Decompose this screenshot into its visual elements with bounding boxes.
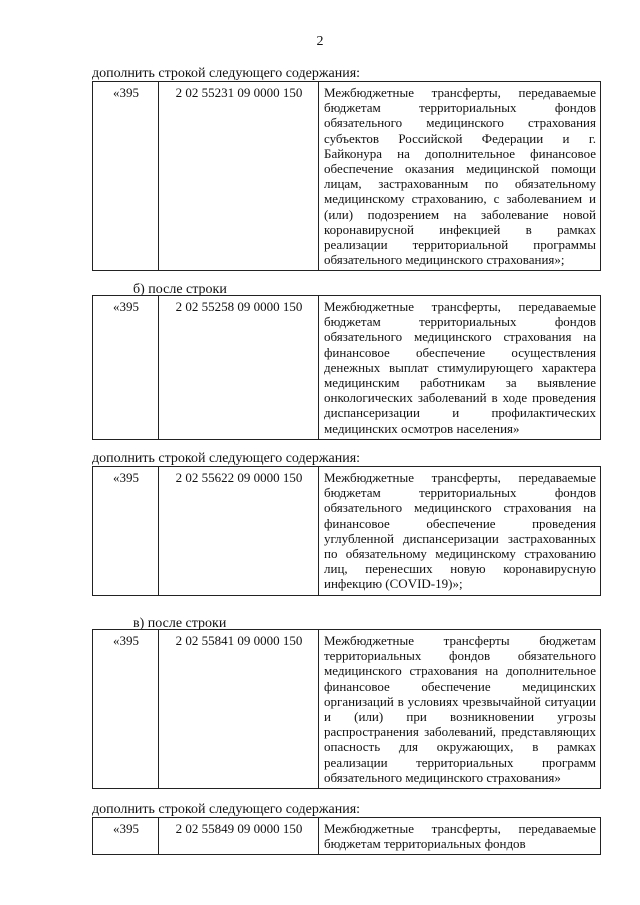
- description-line: обязательного медицинского страхования»: [324, 769, 561, 785]
- code-cell: «395: [93, 296, 159, 440]
- section-caption: б) после строки: [133, 282, 227, 297]
- kbk-cell: 2 02 55231 09 0000 150: [159, 82, 319, 271]
- description-line: обязательного медицинского страхования на: [324, 500, 596, 516]
- description-cell: [319, 818, 601, 855]
- page-number: 2: [316, 34, 324, 49]
- budget-table: [92, 81, 601, 271]
- description-line: опасность для окружающих, в рамках: [324, 739, 596, 755]
- table-row: [93, 467, 601, 596]
- description-cell: [319, 82, 601, 271]
- section-caption: дополнить строкой следующего содержания:: [92, 802, 361, 817]
- description-line: (или) подозрением на заболевание новой: [324, 206, 596, 222]
- description-line: бюджетам территориальных фондов: [324, 485, 596, 501]
- kbk-cell: 2 02 55841 09 0000 150: [159, 630, 319, 789]
- table-row: [93, 296, 601, 440]
- description-line: бюджетам территориальных фондов: [324, 314, 596, 330]
- table-row: [93, 82, 601, 271]
- description-cell: [319, 630, 601, 789]
- description-line: субъектов Российской Федерации и г.: [324, 130, 596, 146]
- kbk-cell: 2 02 55258 09 0000 150: [159, 296, 319, 440]
- code-cell: «395: [93, 467, 159, 596]
- section-caption: дополнить строкой следующего содержания:: [92, 66, 361, 81]
- code-cell: «395: [93, 82, 159, 271]
- section-caption: дополнить строкой следующего содержания:: [92, 451, 361, 466]
- description-line: бюджетам территориальных фондов: [324, 100, 596, 116]
- budget-table: [92, 629, 601, 789]
- description-line: финансовое обеспечение осуществления: [324, 344, 596, 360]
- description-line: коронавирусной инфекцией в рамках: [324, 221, 596, 237]
- description-line: медицинского страхования на дополнительное: [324, 663, 596, 679]
- description-line: реализации территориальных программ: [324, 754, 596, 770]
- budget-table: [92, 295, 601, 440]
- description-line: медицинских осмотров населения»: [324, 420, 520, 436]
- kbk-cell: 2 02 55849 09 0000 150: [159, 818, 319, 855]
- budget-table: [92, 817, 601, 855]
- table-row: [93, 630, 601, 789]
- description-line: территориальных фондов обязательного: [324, 648, 596, 664]
- description-line: финансовое обеспечение проведения: [324, 515, 596, 531]
- description-line: углубленной диспансеризации застрахованных: [324, 530, 596, 546]
- code-cell: «395: [93, 630, 159, 789]
- description-line: Межбюджетные трансферты, передаваемые: [324, 470, 596, 485]
- description-line: лицам, застрахованным по обязательному: [324, 176, 596, 192]
- description-line: распространения заболеваний, представляющих: [324, 724, 596, 740]
- description-line: финансовое обеспечение медицинских: [324, 678, 596, 694]
- description-line: медицинским работникам за выявление: [324, 374, 596, 390]
- description-line: Межбюджетные трансферты бюджетам: [324, 633, 596, 648]
- description-line: Межбюджетные трансферты, передаваемые: [324, 821, 596, 836]
- section-caption: в) после строки: [133, 616, 227, 631]
- description-line: обязательного медицинского страхования»;: [324, 252, 565, 268]
- description-line: инфекцию (COVID-19)»;: [324, 576, 463, 592]
- description-line: бюджетам территориальных фондов: [324, 836, 526, 852]
- description-line: реализации территориальной программы: [324, 236, 596, 252]
- description-cell: [319, 296, 601, 440]
- kbk-cell: 2 02 55622 09 0000 150: [159, 467, 319, 596]
- description-line: обязательного медицинского страхования: [324, 115, 596, 131]
- description-line: организаций в условиях чрезвычайной ситуации: [324, 693, 596, 709]
- description-line: Межбюджетные трансферты, передаваемые: [324, 299, 596, 314]
- budget-table: [92, 466, 601, 596]
- description-line: Межбюджетные трансферты, передаваемые: [324, 85, 596, 100]
- description-line: обеспечение оказания медицинской помощи: [324, 160, 596, 176]
- description-line: и (или) при возникновении угрозы: [324, 708, 596, 724]
- code-cell: «395: [93, 818, 159, 855]
- table-row: [93, 818, 601, 855]
- description-line: по обязательному медицинскому страхованию: [324, 545, 596, 561]
- description-line: онкологических заболеваний в ходе проведения: [324, 390, 596, 406]
- description-line: Байконура на дополнительное финансовое: [324, 145, 596, 161]
- description-line: денежных выплат стимулирующего характера: [324, 359, 596, 375]
- description-cell: [319, 467, 601, 596]
- description-line: обязательного медицинского страхования на: [324, 329, 596, 345]
- description-line: диспансеризации и профилактических: [324, 405, 596, 421]
- description-line: лиц, перенесших новую коронавирусную: [324, 561, 596, 577]
- description-line: медицинскому страхованию, с заболеванием и: [324, 191, 596, 207]
